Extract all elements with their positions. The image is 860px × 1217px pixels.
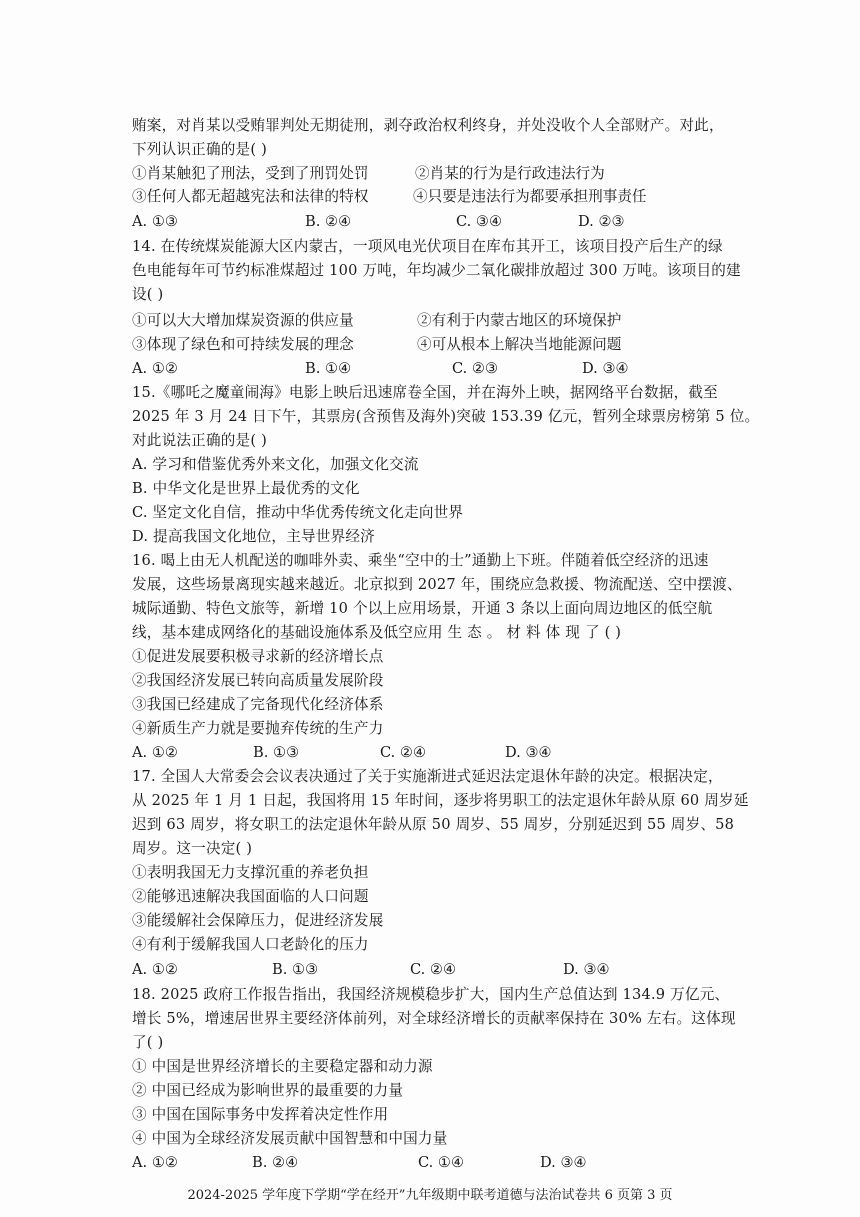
- q13-option-b: B. ②④: [305, 213, 352, 230]
- q14-statement-2: ②有利于内蒙古地区的环境保护: [417, 312, 622, 329]
- q16-statement-1: ①促进发展要积极寻求新的经济增长点: [132, 648, 384, 665]
- q15-option-b: B. 中华文化是世界上最优秀的文化: [132, 480, 360, 497]
- q14-option-d: D. ③④: [582, 360, 629, 377]
- q16-option-a: A. ①②: [132, 744, 178, 761]
- q17-option-b: B. ①③: [272, 961, 319, 978]
- q16-statement-4: ④新质生产力就是要抛弃传统的生产力: [132, 720, 384, 737]
- q14-statement-3: ③体现了绿色和可持续发展的理念: [132, 336, 354, 353]
- q15-stem-line-2: 2025 年 3 月 24 日下午，其票房(含预售及海外)突破 153.39 亿元，暂列全球票房榜第 5 位。: [132, 408, 760, 425]
- q18-statement-1: ① 中国是世界经济增长的主要稳定器和动力源: [132, 1058, 433, 1075]
- q18-option-d: D. ③④: [540, 1154, 587, 1171]
- q17-statement-2: ②能够迅速解决我国面临的人口问题: [132, 888, 369, 905]
- q16-stem-line-4: 线，基本建成网络化的基础设施体系及低空应用 生 态 。 材 料 体 现 了 ( ): [132, 624, 622, 641]
- q14-stem-line-2: 色电能每年可节约标准煤超过 100 万吨，年均减少二氧化碳排放超过 300 万吨。该项目的建: [132, 262, 741, 279]
- q16-option-b: B. ①③: [253, 744, 300, 761]
- q14-statement-1: ①可以大大增加煤炭资源的供应量: [132, 312, 354, 329]
- q15-stem-line-3: 对此说法正确的是( ): [132, 432, 267, 449]
- q13-statement-4: ④只要是违法行为都要承担刑事责任: [413, 188, 647, 205]
- q15-option-c: C. 坚定文化自信，推动中华优秀传统文化走向世界: [132, 504, 464, 521]
- q15-stem-line-1: 15.《哪吒之魔童闹海》电影上映后迅速席卷全国，并在海外上映，据网络平台数据，截至: [132, 384, 718, 401]
- q13-statement-2: ②肖某的行为是行政违法行为: [415, 165, 605, 182]
- q13-option-a: A. ①③: [132, 213, 178, 230]
- q18-option-c: C. ①④: [418, 1154, 465, 1171]
- q18-stem-line-2: 增长 5%，增速居世界主要经济体前列，对全球经济增长的贡献率保持在 30% 左右。这体现: [132, 1010, 736, 1027]
- q18-statement-2: ② 中国已经成为影响世界的最重要的力量: [132, 1082, 404, 1099]
- q13-option-c: C. ③④: [456, 213, 503, 230]
- q14-option-a: A. ①②: [132, 360, 178, 377]
- q14-stem-line-3: 设( ): [132, 286, 164, 303]
- q16-stem-line-2: 发展，这些场景离现实越来越近。北京拟到 2027 年，围绕应急救援、物流配送、空中摆渡、: [132, 576, 742, 593]
- q16-statement-2: ②我国经济发展已转向高质量发展阶段: [132, 672, 384, 689]
- q17-stem-line-2: 从 2025 年 1 月 1 日起，我国将用 15 年时间，逐步将男职工的法定退休年龄从原 60 周岁延: [132, 792, 749, 809]
- q17-statement-3: ③能缓解社会保障压力，促进经济发展: [132, 912, 384, 929]
- q15-option-d: D. 提高我国文化地位，主导世界经济: [132, 528, 375, 545]
- q16-option-c: C. ②④: [380, 744, 427, 761]
- q13-statement-1: ①肖某触犯了刑法，受到了刑罚处罚: [132, 165, 369, 182]
- page-footer: 2024-2025 学年度下学期“学在经开”九年级期中联考道德与法治试卷共 6 页第 3 页: [187, 1188, 673, 1203]
- q17-option-d: D. ③④: [563, 961, 610, 978]
- q13-statement-3: ③任何人都无超越宪法和法律的特权: [132, 188, 369, 205]
- q14-option-c: C. ②③: [452, 360, 499, 377]
- q18-statement-3: ③ 中国在国际事务中发挥着决定性作用: [132, 1106, 389, 1123]
- q17-statement-1: ①表明我国无力支撑沉重的养老负担: [132, 864, 369, 881]
- q16-stem-line-1: 16. 喝上由无人机配送的咖啡外卖、乘坐“空中的士”通勤上下班。伴随着低空经济的迅速: [132, 552, 709, 569]
- q18-option-b: B. ②④: [252, 1154, 299, 1171]
- q14-statement-4: ④可从根本上解决当地能源问题: [417, 336, 622, 353]
- q18-stem-line-1: 18. 2025 政府工作报告指出，我国经济规模稳步扩大，国内生产总值达到 134.9 万亿元、: [132, 986, 730, 1003]
- q18-option-a: A. ①②: [132, 1154, 178, 1171]
- q17-stem-line-3: 迟到 63 周岁，将女职工的法定退休年龄从原 50 周岁、55 周岁，分别延迟到 55 周岁、58: [132, 816, 735, 833]
- q18-stem-line-3: 了( ): [132, 1034, 164, 1051]
- q16-stem-line-3: 城际通勤、特色文旅等，新增 10 个以上应用场景，开通 3 条以上面向周边地区的低空航: [132, 600, 713, 617]
- q15-option-a: A. 学习和借鉴优秀外来文化，加强文化交流: [132, 456, 419, 473]
- q14-stem-line-1: 14. 在传统煤炭能源大区内蒙古，一项风电光伏项目在库布其开工，该项目投产后生产的绿: [132, 238, 723, 255]
- q17-statement-4: ④有利于缓解我国人口老龄化的压力: [132, 936, 369, 953]
- q18-statement-4: ④ 中国为全球经济发展贡献中国智慧和中国力量: [132, 1130, 448, 1147]
- q17-stem-line-1: 17. 全国人大常委会会议表决通过了关于实施渐进式延迟法定退休年龄的决定。根据决定，: [132, 768, 723, 785]
- q16-statement-3: ③我国已经建成了完备现代化经济体系: [132, 696, 384, 713]
- q17-option-a: A. ①②: [132, 961, 178, 978]
- q17-option-c: C. ②④: [410, 961, 457, 978]
- q14-option-b: B. ①④: [305, 360, 352, 377]
- q13-option-d: D. ②③: [578, 213, 625, 230]
- q16-option-d: D. ③④: [505, 744, 552, 761]
- q13-stem-line-2: 下列认识正确的是( ): [132, 141, 267, 158]
- q13-stem-line-1: 贿案，对肖某以受贿罪判处无期徒刑，剥夺政治权利终身，并处没收个人全部财产。对此，: [132, 117, 724, 134]
- q17-stem-line-4: 周岁。这一决定( ): [132, 840, 253, 857]
